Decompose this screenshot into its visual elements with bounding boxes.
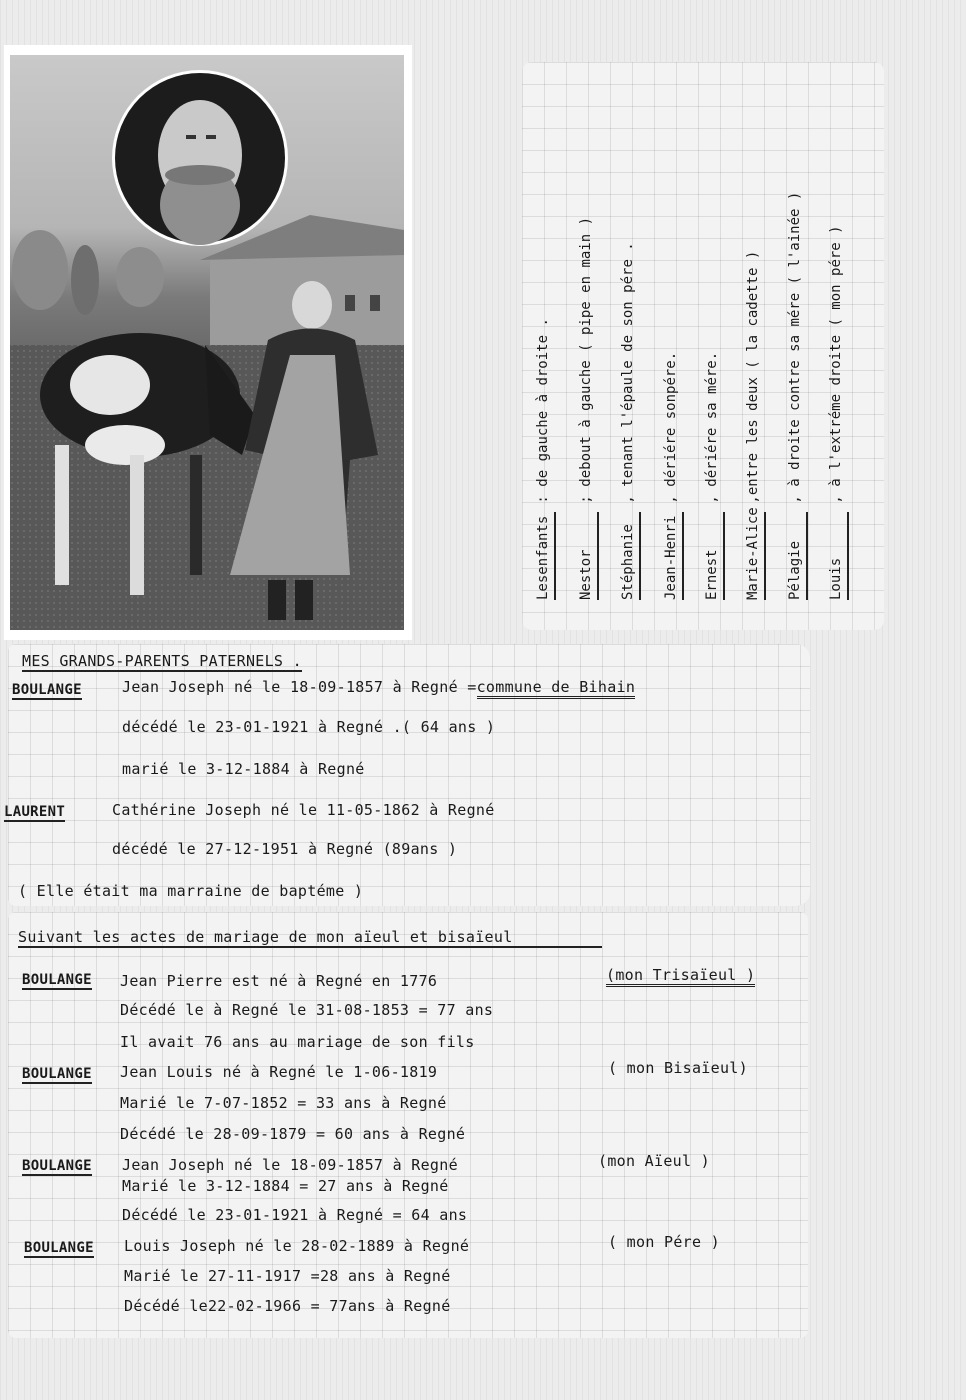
child-description: , tenant l'épaule de son pére . [620,242,636,504]
entry-surname: BOULANGE [22,1158,92,1174]
grandfather-death: décédé le 23-01-1921 à Regné .( 64 ans ) [122,718,496,736]
child-name: Jean-Henri [660,512,684,600]
child-name: Pélagie [784,512,808,600]
photo-image [10,55,404,630]
child-line [738,251,768,600]
entry-role: ( mon Pére ) [608,1233,720,1251]
grandparents-card [4,644,810,906]
entry-surname: BOULANGE [24,1240,94,1256]
child-description: ; debout à gauche ( pipe en main ) [578,216,594,504]
child-line [821,225,851,600]
child-line [571,217,601,600]
entry-line: Marié le 7-07-1852 = 33 ans à Regné [120,1094,447,1112]
entry-role: (mon Trisaïeul ) [606,966,755,987]
children-caption-card [522,62,884,630]
commune-name: commune de Bihain [477,678,636,699]
child-description: , à droite contre sa mére ( l'ainée ) [787,191,803,504]
child-line [780,192,810,600]
child-description: , dériére sa mére. [704,351,720,504]
child-line [697,352,727,600]
children-list [522,62,884,630]
entry-line: Marié le 27-11-1917 =28 ans à Regné [124,1267,451,1285]
grandfather-surname: BOULANGE [12,682,82,698]
grandfather-marriage: marié le 3-12-1884 à Regné [122,760,365,778]
child-description: , dériére sonpére. [663,351,679,504]
grandparents-title: MES GRANDS-PARENTS PATERNELS . [22,652,302,670]
caption-heading [528,318,558,600]
child-line [613,242,643,600]
entry-line: Il avait 76 ans au mariage de son fils [120,1033,475,1051]
entry-line: Décédé le à Regné le 31-08-1853 = 77 ans [120,1001,494,1019]
child-description: , à l'extréme droite ( mon pére ) [828,225,844,504]
child-description: ,entre les deux ( la cadette ) [745,250,761,504]
entry-role: ( mon Bisaïeul) [608,1059,748,1077]
grandfather-birth: Jean Joseph né le 18-09-1857 à Regné =commune de Bihain [122,678,635,696]
entry-line: Jean Pierre est né à Regné en 1776 [120,972,438,990]
child-name: Marie-Alice [742,512,766,600]
caption-text: : de gauche à droite . [535,318,551,504]
child-name: Nestor [575,512,599,600]
entry-line: Louis Joseph né le 28-02-1889 à Regné [124,1237,470,1255]
family-photograph [4,45,412,640]
grandmother-surname: LAURENT [4,804,66,820]
lineage-card [8,912,808,1338]
entry-line: Jean Louis né à Regné le 1-06-1819 [120,1063,438,1081]
entry-line: Marié le 3-12-1884 = 27 ans à Regné [122,1177,449,1195]
entry-line: Décédé le22-02-1966 = 77ans à Regné [124,1297,451,1315]
entry-surname: BOULANGE [22,1066,92,1082]
child-line [656,352,686,600]
grandmother-birth: Cathérine Joseph né le 11-05-1862 à Regné [112,801,495,819]
entry-line: Décédé le 28-09-1879 = 60 ans à Regné [120,1125,466,1143]
child-name: Stéphanie [617,512,641,600]
entry-line: Jean Joseph né le 18-09-1857 à Regné [122,1156,458,1174]
entry-surname: BOULANGE [22,972,92,988]
grandmother-death: décédé le 27-12-1951 à Regné (89ans ) [112,840,458,858]
children-label: Lesenfants [532,512,556,600]
child-name: Ernest [701,512,725,600]
entry-line: Décédé le 23-01-1921 à Regné = 64 ans [122,1206,468,1224]
lineage-heading: Suivant les actes de mariage de mon aïeul et bisaïeul [18,928,602,948]
entry-role: (mon Aïeul ) [598,1152,710,1170]
godmother-note: ( Elle était ma marraine de baptéme ) [18,882,364,900]
child-name: Louis [825,512,849,600]
